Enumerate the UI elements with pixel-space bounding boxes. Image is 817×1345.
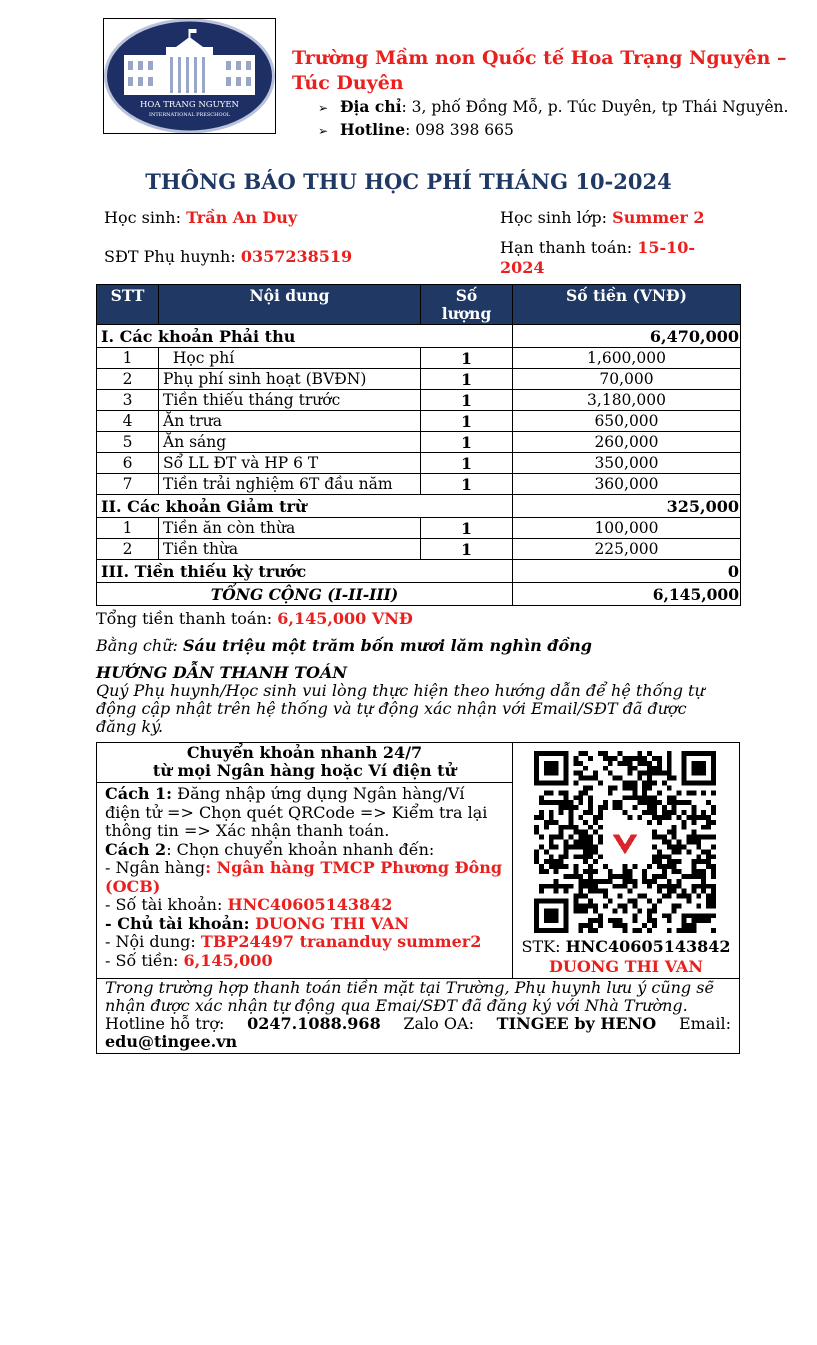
row-qty: 1 — [421, 539, 513, 560]
row-stt: 6 — [97, 453, 159, 474]
amount-words-label: Bằng chữ: — [96, 636, 178, 655]
row-amount: 260,000 — [513, 432, 741, 453]
deadline-value-1: 15-10- — [637, 238, 696, 257]
account-label: - Số tài khoản: — [105, 895, 228, 914]
qr-panel — [513, 743, 739, 978]
student-class-label: Học sinh lớp: — [500, 208, 608, 227]
parent-phone-value: 0357238519 — [240, 247, 353, 266]
deadline-label: Hạn thanh toán: — [500, 238, 633, 257]
transfer-header-line-1: Chuyển khoản nhanh 24/7 — [186, 743, 423, 762]
total-payment-line — [96, 609, 413, 629]
header-amount: Số tiền (VNĐ) — [513, 285, 741, 325]
cash-note-text: Trong trường hợp thanh toán tiền mặt tại Trường, Phụ huynh lưu ý cũng sẽ nhận được xác nhận tự động qua Emai/SĐT đã đăng ký với Nhà Trường. — [105, 978, 714, 1015]
bank-line — [105, 859, 504, 896]
method-2-label: Cách 2 — [105, 839, 167, 859]
row-stt: 3 — [97, 390, 159, 411]
section-label: III. Tiền thiếu kỳ trước — [97, 560, 513, 583]
payment-guide-title: HƯỚNG DẪN THANH TOÁN — [96, 663, 347, 682]
support-email: edu@tingee.vn — [105, 1032, 238, 1051]
student-class-line — [500, 208, 705, 228]
transfer-header-line-2: từ mọi Ngân hàng hoặc Ví điện tử — [152, 761, 457, 780]
method-2-text: : Chọn chuyển khoản nhanh đến: — [166, 839, 435, 859]
address-label: Địa chỉ — [340, 97, 402, 116]
section-label: I. Các khoản Phải thu — [97, 325, 513, 348]
student-name-line — [104, 208, 297, 228]
logo-text-1: HOA TRANG NGUYEN — [139, 100, 240, 110]
row-amount: 360,000 — [513, 474, 741, 495]
stk-owner: DUONG THI VAN — [549, 957, 703, 976]
transfer-content-line — [105, 933, 504, 952]
logo-emblem — [104, 19, 275, 133]
logo-text-2: INTERNATIONAL PRESCHOOL — [148, 112, 231, 118]
section-deductions — [97, 495, 741, 518]
section-total: 6,470,000 — [513, 325, 741, 348]
transfer-amount-label: - Số tiền: — [105, 950, 184, 970]
email-label: Email: — [678, 1014, 731, 1033]
document-title: THÔNG BÁO THU HỌC PHÍ THÁNG 10-2024 — [145, 169, 672, 194]
hotline-line — [318, 120, 514, 141]
header-stt: STT — [97, 285, 159, 325]
table-header-row — [97, 285, 741, 325]
row-amount: 3,180,000 — [513, 390, 741, 411]
table-row — [97, 411, 741, 432]
stk-label: STK: — [521, 937, 566, 956]
table-row — [97, 348, 741, 369]
row-content: Phụ phí sinh hoạt (BVĐN) — [159, 369, 421, 390]
row-stt: 7 — [97, 474, 159, 495]
transfer-instructions — [97, 783, 513, 978]
row-amount: 1,600,000 — [513, 348, 741, 369]
transfer-amount-line — [105, 952, 504, 971]
method-1-label: Cách 1: — [105, 784, 173, 803]
method-2 — [105, 841, 504, 860]
account-line — [105, 896, 504, 915]
row-qty: 1 — [421, 348, 513, 369]
grand-total-row — [97, 583, 741, 606]
amount-words-line — [96, 636, 592, 656]
row-content: Tiền ăn còn thừa — [159, 518, 421, 539]
row-stt: 1 — [97, 518, 159, 539]
stk-line — [513, 937, 739, 957]
row-stt: 5 — [97, 432, 159, 453]
total-payment-label: Tổng tiền thanh toán: — [96, 609, 273, 628]
student-name-label: Học sinh: — [104, 208, 181, 227]
header-qty: Số lượng — [421, 285, 513, 325]
total-payment-value: 6,145,000 VNĐ — [277, 609, 413, 628]
method-1-text: Đăng nhập ứng dụng Ngân hàng/Ví điện tử => Chọn quét QRCode => Kiểm tra lại thông tin => Xác nhận thanh toán. — [105, 784, 488, 840]
section-previous-debt — [97, 560, 741, 583]
bank-value: : Ngân hàng TMCP Phương Đông (OCB) — [105, 858, 503, 896]
row-amount: 650,000 — [513, 411, 741, 432]
row-amount: 225,000 — [513, 539, 741, 560]
school-name: Trường Mầm non Quốc tế Hoa Trạng Nguyên – Túc Duyên — [292, 47, 787, 94]
row-stt: 2 — [97, 369, 159, 390]
row-qty: 1 — [421, 390, 513, 411]
section-label: II. Các khoản Giảm trừ — [97, 495, 513, 518]
owner-label: - Chủ tài khoản: — [105, 913, 256, 933]
row-content: Tiền thừa — [159, 539, 421, 560]
row-amount: 350,000 — [513, 453, 741, 474]
header-content: Nội dung — [159, 285, 421, 325]
hotline-label: Hotline — [340, 120, 406, 139]
grand-total-value: 6,145,000 — [513, 583, 741, 606]
grand-total-label: TỔNG CỘNG (I-II-III) — [97, 583, 513, 606]
arrow-bullet-icon: ➢ — [318, 124, 329, 138]
row-content: Ăn trưa — [159, 411, 421, 432]
student-class-value: Summer 2 — [612, 208, 705, 227]
row-content: Sổ LL ĐT và HP 6 T — [159, 453, 421, 474]
row-content: Tiền trải nghiệm 6T đầu năm — [159, 474, 421, 495]
payment-box — [96, 742, 740, 1054]
row-content: Tiền thiếu tháng trước — [159, 390, 421, 411]
transfer-content-label: - Nội dung: — [105, 932, 201, 951]
table-row — [97, 453, 741, 474]
row-qty: 1 — [421, 369, 513, 390]
section-total: 0 — [513, 560, 741, 583]
row-qty: 1 — [421, 432, 513, 453]
zalo-label: Zalo OA: — [403, 1014, 474, 1033]
bank-label: - Ngân hàng — [105, 858, 206, 877]
student-name-value: Trần An Duy — [186, 208, 298, 227]
support-phone: 0247.1088.968 — [247, 1014, 381, 1033]
owner-line — [105, 915, 504, 934]
method-1 — [105, 785, 504, 841]
support-line — [105, 1015, 731, 1033]
zalo-value: TINGEE by HENO — [496, 1014, 657, 1033]
row-stt: 1 — [97, 348, 159, 369]
stk-value: HNC40605143842 — [565, 937, 731, 956]
table-row — [97, 518, 741, 539]
table-row — [97, 474, 741, 495]
fee-table — [96, 284, 741, 606]
row-qty: 1 — [421, 474, 513, 495]
school-logo — [103, 18, 276, 134]
table-row — [97, 539, 741, 560]
deadline-line — [500, 238, 730, 278]
arrow-bullet-icon: ➢ — [318, 101, 329, 115]
payment-guide-text: Quý Phụ huynh/Học sinh vui lòng thực hiện theo hướng dẫn để hệ thống tự động cập nhật trên hệ thống và tự động xác nhận với Email/SĐT đã được đăng ký. — [96, 681, 705, 736]
owner-value: DUONG THI VAN — [255, 913, 409, 933]
table-row — [97, 390, 741, 411]
row-amount: 100,000 — [513, 518, 741, 539]
cash-payment-note — [97, 978, 739, 1051]
parent-phone-label: SĐT Phụ huynh: — [104, 247, 236, 266]
amount-words-value: Sáu triệu một trăm bốn mươi lăm nghìn đồng — [182, 636, 592, 655]
support-label: Hotline hỗ trợ: — [105, 1014, 225, 1033]
transfer-content-value: TBP24497 trananduy summer2 — [200, 932, 482, 951]
row-content: Ăn sáng — [159, 432, 421, 453]
row-content: Học phí — [159, 348, 421, 369]
section-receivables — [97, 325, 741, 348]
deadline-value-2: 2024 — [500, 258, 545, 277]
table-row — [97, 369, 741, 390]
parent-phone-line — [104, 247, 352, 267]
transfer-amount-value: 6,145,000 — [183, 950, 273, 970]
row-qty: 1 — [421, 453, 513, 474]
address-value: : 3, phố Đồng Mỗ, p. Túc Duyên, tp Thái Nguyên. — [401, 98, 789, 116]
hotline-value: : 098 398 665 — [405, 121, 514, 139]
row-amount: 70,000 — [513, 369, 741, 390]
payment-qr-code[interactable] — [534, 751, 716, 933]
row-stt: 2 — [97, 539, 159, 560]
row-stt: 4 — [97, 411, 159, 432]
address-line — [318, 97, 788, 118]
account-value: HNC40605143842 — [227, 895, 393, 914]
table-row — [97, 432, 741, 453]
section-total: 325,000 — [513, 495, 741, 518]
transfer-header — [97, 743, 513, 783]
row-qty: 1 — [421, 518, 513, 539]
row-qty: 1 — [421, 411, 513, 432]
